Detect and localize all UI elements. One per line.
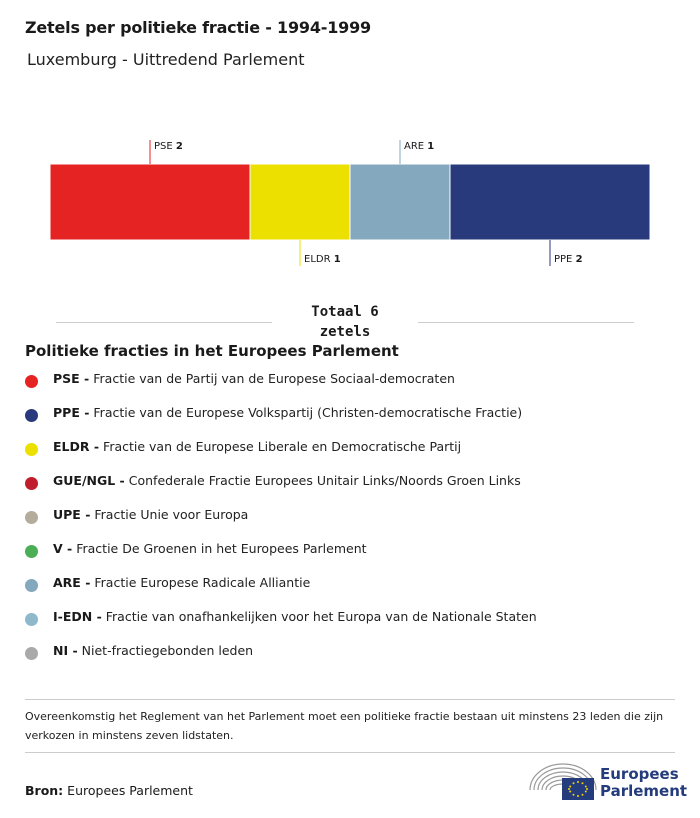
- segment-label-value: 2: [575, 254, 583, 265]
- legend-item: [25, 405, 537, 439]
- legend-description: Fractie Unie voor Europa: [94, 507, 249, 522]
- bar-segment-ppe: [450, 164, 650, 240]
- segment-label-name: ARE: [404, 141, 428, 152]
- legend-color-dot: [25, 375, 38, 388]
- segment-label-pse: [154, 141, 183, 152]
- legend-color-dot: [25, 545, 38, 558]
- legend-abbr: PPE -: [53, 405, 90, 420]
- legend-color-dot: [25, 647, 38, 660]
- legend-abbr: V -: [53, 541, 73, 556]
- legend-abbr: NI -: [53, 643, 78, 658]
- logo-line-2: Parlement: [600, 782, 688, 800]
- legend-color-dot: [25, 511, 38, 524]
- segment-label-value: 2: [175, 141, 183, 152]
- logo-line-1: Europees: [600, 765, 679, 783]
- legend-description: Confederale Fractie Europees Unitair Links/Noords Groen Links: [128, 473, 521, 488]
- legend-item: [25, 541, 537, 575]
- segment-label-ppe: [554, 254, 583, 265]
- segment-label-are: [404, 141, 434, 152]
- legend-description: Fractie van onafhankelijken voor het Europa van de Nationale Staten: [105, 609, 537, 624]
- legend-abbr: ELDR -: [53, 439, 100, 454]
- legend-description: Fractie van de Europese Volkspartij (Christen-democratische Fractie): [93, 405, 523, 420]
- divider-bottom: [25, 752, 675, 753]
- total-seats-label: Totaal 6 zetels: [311, 304, 379, 340]
- legend-abbr: UPE -: [53, 507, 91, 522]
- legend-description: Niet-fractiegebonden leden: [81, 643, 254, 658]
- bar-segment-eldr: [250, 164, 350, 240]
- bar-segment-are: [350, 164, 450, 240]
- legend-description: Fractie van de Partij van de Europese Sociaal-democraten: [93, 371, 455, 386]
- legend-color-dot: [25, 477, 38, 490]
- legend-description: Fractie De Groenen in het Europees Parlement: [76, 541, 367, 556]
- legend-item: [25, 473, 537, 507]
- legend-abbr: I-EDN -: [53, 609, 102, 624]
- legend-title: Politieke fracties in het Europees Parlement: [25, 342, 399, 360]
- footnote: Overeenkomstig het Reglement van het Parlement moet een politieke fractie bestaan uit minstens 23 leden die zijn verkozen in minstens zeven lidstaten.: [25, 710, 664, 742]
- legend-color-dot: [25, 443, 38, 456]
- segment-label-eldr: [304, 254, 341, 265]
- legend-abbr: GUE/NGL -: [53, 473, 125, 488]
- logo-text: [600, 766, 687, 800]
- legend-color-dot: [25, 579, 38, 592]
- segment-label-name: PSE: [154, 141, 176, 152]
- legend-color-dot: [25, 613, 38, 626]
- segment-label-value: 1: [427, 141, 435, 152]
- segment-label-value: 1: [333, 254, 341, 265]
- legend-item: [25, 609, 537, 643]
- legend-item: [25, 439, 537, 473]
- legend-abbr: ARE -: [53, 575, 91, 590]
- legend-color-dot: [25, 409, 38, 422]
- segment-label-name: ELDR: [304, 254, 334, 265]
- legend-description: Fractie Europese Radicale Alliantie: [94, 575, 311, 590]
- source-value: Europees Parlement: [67, 783, 193, 798]
- hemicycle-flag-icon: [528, 760, 598, 804]
- chart-subtitle: Luxemburg - Uittredend Parlement: [27, 50, 305, 69]
- source-label: Bron:: [25, 783, 64, 798]
- seats-stacked-bar-chart: [0, 130, 700, 290]
- legend-item: [25, 575, 537, 609]
- bar-segment-pse: [50, 164, 250, 240]
- european-parliament-logo: [528, 760, 688, 804]
- legend-item: [25, 507, 537, 541]
- divider-top: [25, 699, 675, 700]
- chart-title: Zetels per politieke fractie - 1994-1999: [25, 18, 371, 37]
- segment-label-name: PPE: [554, 254, 576, 265]
- legend-abbr: PSE -: [53, 371, 90, 386]
- source: [25, 783, 193, 798]
- legend-list: [25, 371, 537, 677]
- total-divider-left: [56, 322, 272, 323]
- legend-item: [25, 643, 537, 677]
- total-seats: [56, 300, 634, 344]
- total-divider-right: [418, 322, 634, 323]
- legend-description: Fractie van de Europese Liberale en Democratische Partij: [103, 439, 462, 454]
- legend-item: [25, 371, 537, 405]
